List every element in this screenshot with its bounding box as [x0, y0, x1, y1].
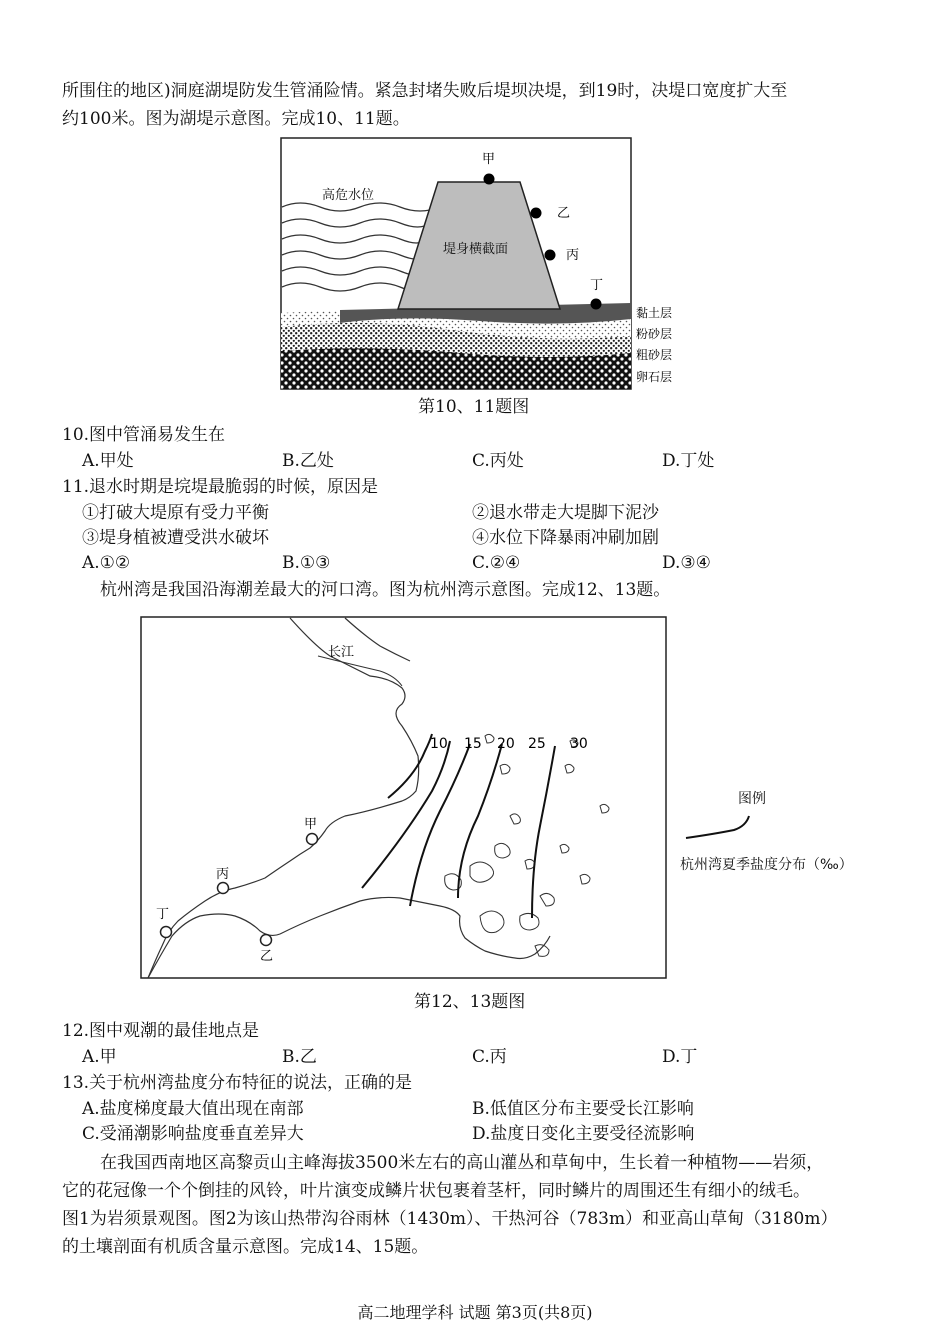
q11-option-b: B.①③	[282, 553, 331, 573]
yangtze-label: 长江	[328, 645, 355, 660]
q11-statement-1: ①打破大堤原有受力平衡	[82, 503, 269, 523]
dam-label: 堤身横截面	[443, 242, 509, 257]
q12-option-a: A.甲	[82, 1047, 117, 1067]
q13-option-a: A.盐度梯度最大值出现在南部	[82, 1099, 304, 1119]
intro-line-1: 所围住的地区)洞庭湖堤防发生管涌险情。紧急封堵失败后堤坝决堤，到19时，决堤口宽度扩大至	[62, 81, 788, 101]
q11-option-d: D.③④	[662, 553, 711, 573]
intro3-line-2: 它的花冠像一个个倒挂的风铃，叶片演变成鳞片状包裹着茎杆，同时鳞片的周围还生有细小的绒毛。	[62, 1181, 810, 1201]
q11-option-c: C.②④	[472, 553, 521, 573]
q13-stem: 13.关于杭州湾盐度分布特征的说法，正确的是	[62, 1073, 413, 1093]
q10-option-c: C.丙处	[472, 451, 524, 471]
q10-option-b: B.乙处	[282, 451, 334, 471]
q10-stem: 10.图中管涌易发生在	[62, 425, 226, 445]
q12-option-d: D.丁	[662, 1047, 698, 1067]
point-ding	[591, 299, 602, 310]
intro-line-2: 约100米。图为湖堤示意图。完成10、11题。	[62, 109, 410, 129]
isoline-label-25: 25	[528, 736, 546, 752]
point-yi-label: 乙	[557, 206, 571, 221]
layer-label-silt: 粉砂层	[636, 327, 673, 341]
q12-stem: 12.图中观潮的最佳地点是	[62, 1021, 260, 1041]
map-point-ding-label: 丁	[156, 907, 170, 922]
q11-statement-3: ③堤身植被遭受洪水破坏	[82, 528, 269, 548]
water-level-label: 高危水位	[322, 188, 375, 203]
q13-option-d: D.盐度日变化主要受径流影响	[472, 1124, 695, 1144]
point-bing	[545, 250, 556, 261]
layer-label-pebble: 卵石层	[636, 370, 673, 384]
levee-diagram	[280, 137, 692, 392]
q13-option-b: B.低值区分布主要受长江影响	[472, 1099, 694, 1119]
q11-option-a: A.①②	[82, 553, 131, 573]
legend-line	[684, 814, 754, 844]
point-ding-label: 丁	[590, 278, 604, 293]
point-jia-label: 甲	[482, 152, 496, 167]
map-point-bing-label: 丙	[216, 867, 230, 882]
intro3-line-4: 的土壤剖面有机质含量示意图。完成14、15题。	[62, 1237, 429, 1257]
page-footer: 高二地理学科 试题 第3页(共8页)	[357, 1303, 593, 1322]
legend-title: 图例	[738, 791, 766, 807]
map-point-ding	[161, 927, 172, 938]
q13-option-c: C.受涌潮影响盐度垂直差异大	[82, 1124, 304, 1144]
legend-label: 杭州湾夏季盐度分布（‰）	[680, 857, 853, 873]
q10-option-a: A.甲处	[82, 451, 134, 471]
map-point-jia	[307, 834, 318, 845]
q10-option-d: D.丁处	[662, 451, 715, 471]
map-point-yi	[261, 935, 272, 946]
map-point-jia-label: 甲	[304, 817, 318, 832]
layer-label-clay: 黏土层	[636, 306, 673, 320]
isoline-label-15: 15	[464, 736, 482, 752]
intro3-line-1: 在我国西南地区高黎贡山主峰海拔3500米左右的高山灌丛和草甸中，生长着一种植物——岩须，	[100, 1153, 824, 1173]
isoline-label-20: 20	[497, 736, 515, 752]
isoline-label-10: 10	[430, 736, 448, 752]
point-jia	[484, 174, 495, 185]
hangzhou-bay-map	[140, 616, 670, 981]
q12-option-c: C.丙	[472, 1047, 507, 1067]
q12-option-b: B.乙	[282, 1047, 317, 1067]
intro2: 杭州湾是我国沿海潮差最大的河口湾。图为杭州湾示意图。完成12、13题。	[100, 580, 671, 600]
q11-statement-2: ②退水带走大堤脚下泥沙	[472, 503, 659, 523]
fig2-caption: 第12、13题图	[414, 992, 526, 1012]
isoline-label-30: 30	[570, 736, 588, 752]
q11-statement-4: ④水位下降暴雨冲刷加剧	[472, 528, 659, 548]
map-point-yi-label: 乙	[260, 949, 274, 964]
point-yi	[531, 208, 542, 219]
map-point-bing	[218, 883, 229, 894]
fig1-caption: 第10、11题图	[418, 397, 530, 417]
q11-stem: 11.退水时期是垸堤最脆弱的时候，原因是	[62, 477, 379, 497]
point-bing-label: 丙	[566, 248, 580, 263]
layer-label-coarse-sand: 粗砂层	[636, 348, 673, 362]
intro3-line-3: 图1为岩须景观图。图2为该山热带沟谷雨林（1430m）、干热河谷（783m）和亚高山草甸（3180m）	[62, 1209, 838, 1229]
